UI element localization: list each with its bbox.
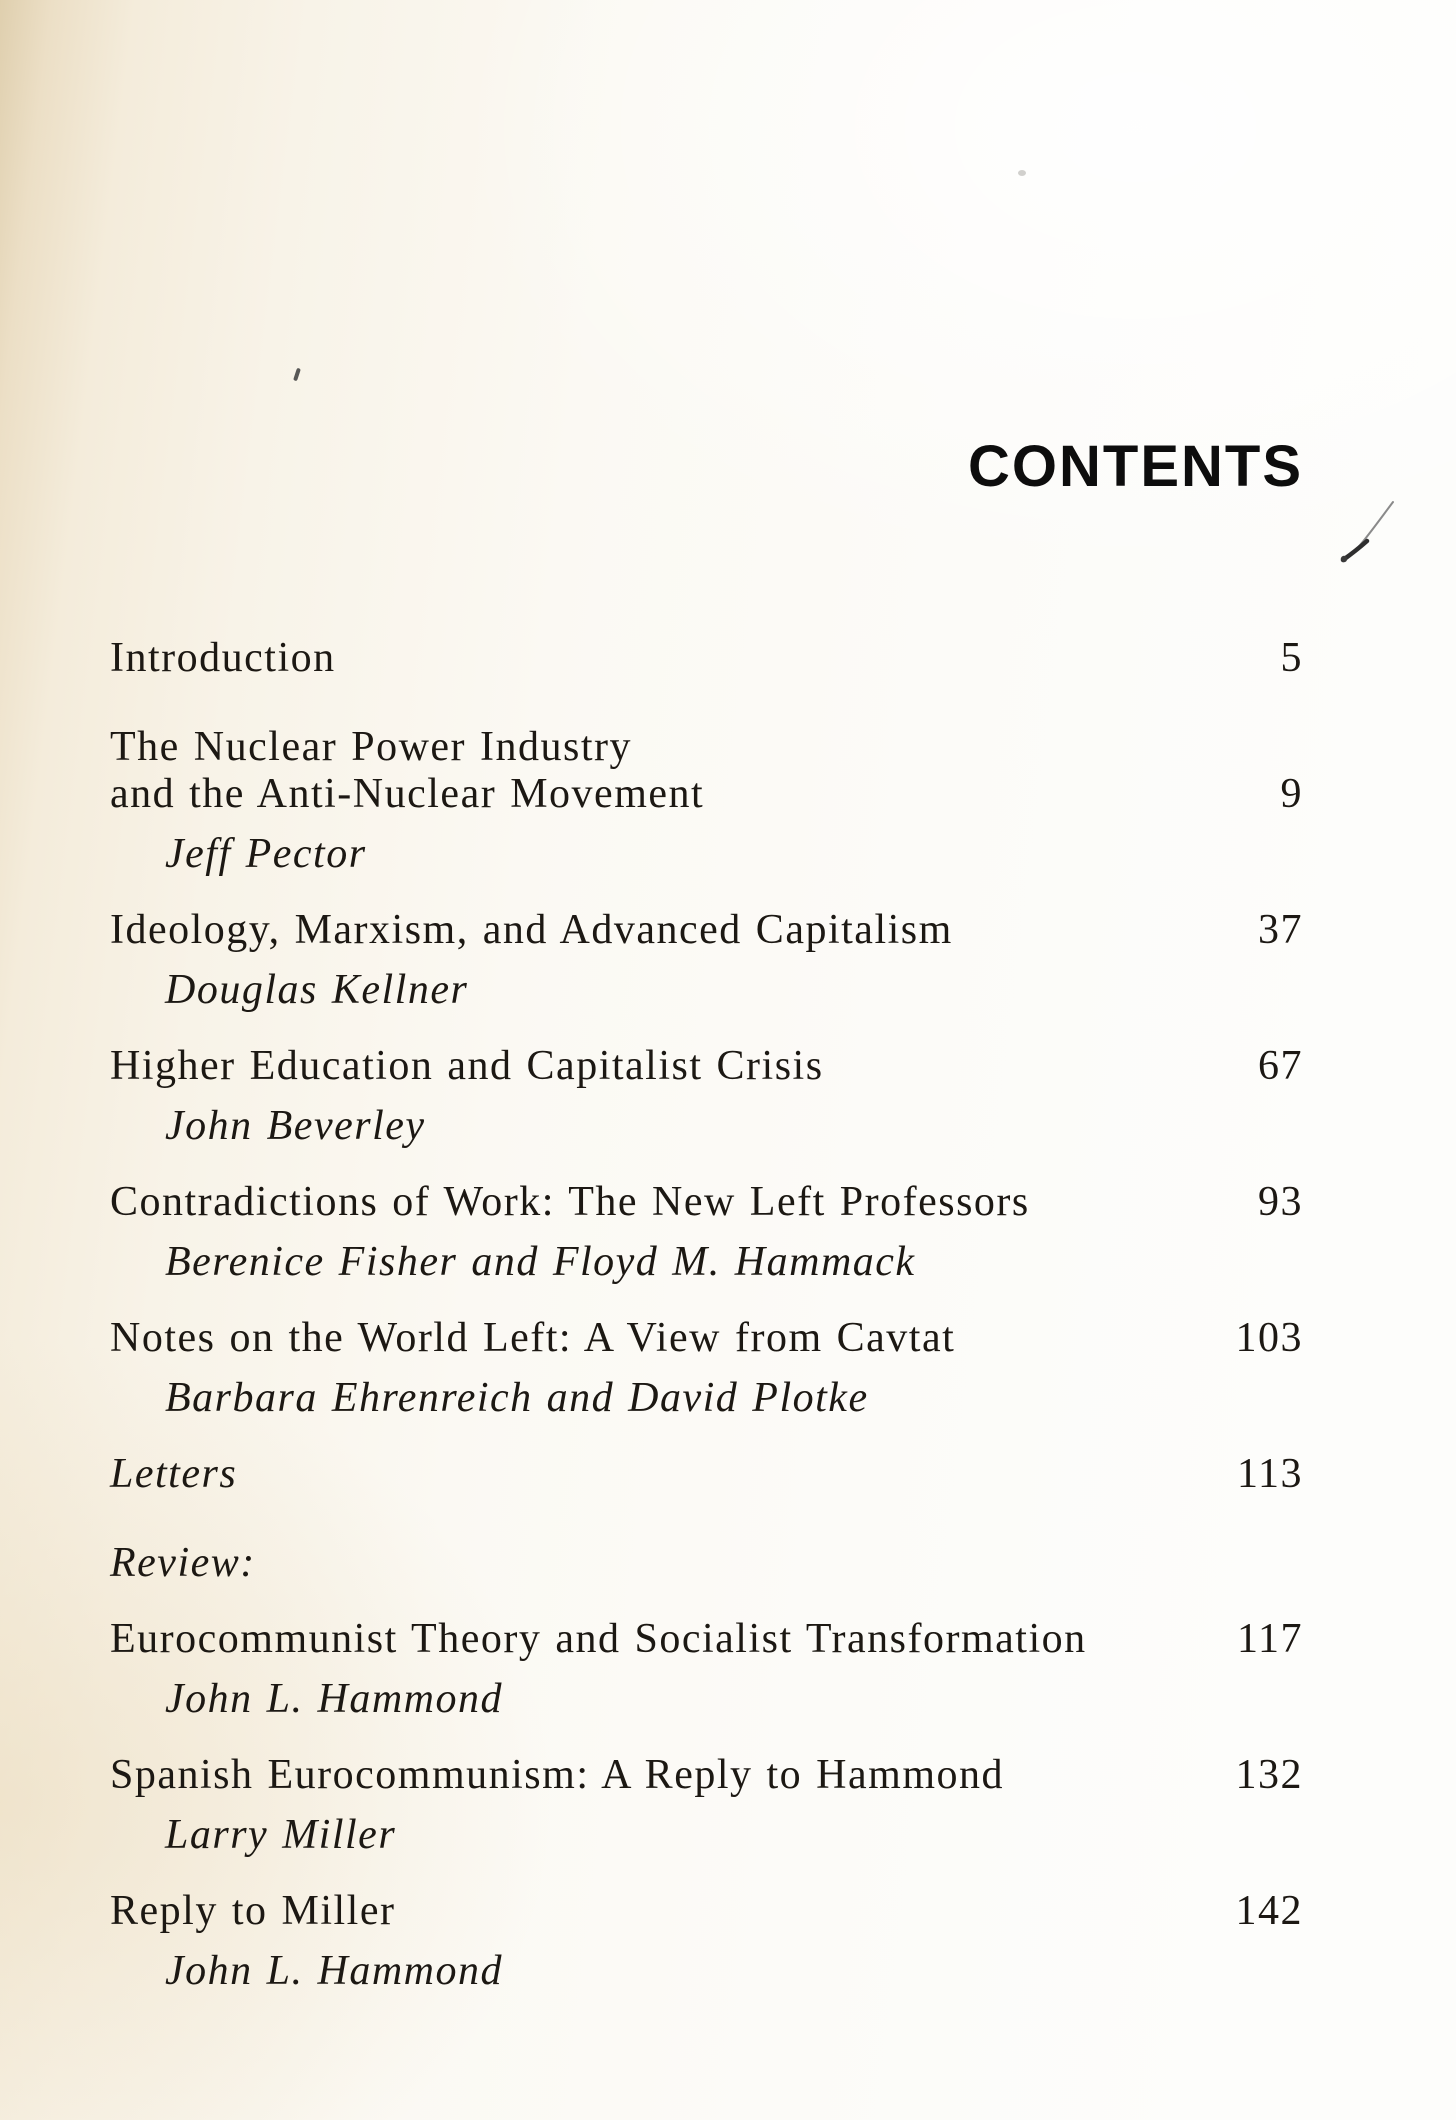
entry-page-number: 113: [1237, 1451, 1303, 1497]
entry-title-line: Reply to Miller: [110, 1888, 396, 1934]
entry-author: John Beverley: [165, 1103, 426, 1149]
toc-entry-row: [110, 907, 1303, 954]
entry-title: [110, 635, 1193, 682]
entry-page-number: 93: [1258, 1179, 1303, 1225]
entry-author: Jeff Pector: [165, 831, 367, 877]
entry-title-line: Notes on the World Left: A View from Cavtat: [110, 1315, 956, 1361]
toc-entry-row: [110, 1540, 1303, 1587]
toc-entry: [110, 724, 1303, 878]
entry-title: [110, 907, 1193, 954]
toc-entry-row: [110, 1752, 1303, 1799]
entry-page-number: 142: [1235, 1888, 1303, 1934]
entry-title-line: and the Anti-Nuclear Movement: [110, 771, 705, 817]
entry-title: [110, 1616, 1193, 1663]
entry-title-line: Eurocommunist Theory and Socialist Transformation: [110, 1616, 1087, 1662]
hair-mark: [1330, 492, 1410, 572]
entry-title-line: The Nuclear Power Industry: [110, 724, 633, 770]
dust-speck: [1018, 170, 1026, 176]
entry-author: John L. Hammond: [165, 1948, 503, 1994]
entry-title-line: Review:: [110, 1540, 256, 1586]
toc-entry-row: [110, 1616, 1303, 1663]
entry-title-line: Higher Education and Capitalist Crisis: [110, 1043, 824, 1089]
entry-title: [110, 1179, 1193, 1226]
entry-page-number: 37: [1258, 907, 1303, 953]
toc-entry: [110, 907, 1303, 1014]
toc-entry: [110, 1451, 1303, 1498]
entry-page-number: 132: [1235, 1752, 1303, 1798]
entry-title: [110, 1752, 1193, 1799]
entry-page-number: 117: [1237, 1616, 1303, 1662]
entry-title-line: Ideology, Marxism, and Advanced Capitalism: [110, 907, 953, 953]
toc-entry-row: [110, 1315, 1303, 1362]
entry-title-line: Spanish Eurocommunism: A Reply to Hammond: [110, 1752, 1004, 1798]
toc-entry-row: [110, 1179, 1303, 1226]
toc-entry: [110, 1540, 1303, 1587]
toc-entry-row: [110, 1451, 1303, 1498]
toc-entry: [110, 1179, 1303, 1286]
toc-entry-row: [110, 1043, 1303, 1090]
entry-title: [110, 1888, 1193, 1935]
entry-title: [110, 1540, 1303, 1587]
ink-speck: [293, 368, 301, 382]
entry-author: Larry Miller: [165, 1812, 397, 1858]
toc-entry-row: [110, 724, 1303, 818]
toc-entry-row: [110, 1888, 1303, 1935]
toc-entry: [110, 1888, 1303, 1995]
entry-page-number: 9: [1280, 771, 1303, 817]
entry-page-number: 5: [1280, 635, 1303, 681]
toc-entry: [110, 1616, 1303, 1723]
toc-entry: [110, 1315, 1303, 1422]
entry-author: Douglas Kellner: [165, 967, 469, 1013]
entry-title-line: Letters: [110, 1451, 238, 1497]
toc-entry: [110, 1752, 1303, 1859]
table-of-contents: [110, 635, 1303, 2024]
entry-title-line: Introduction: [110, 635, 336, 681]
entry-page-number: 103: [1235, 1315, 1303, 1361]
toc-entry: [110, 1043, 1303, 1150]
entry-title: [110, 1451, 1193, 1498]
toc-entry: [110, 635, 1303, 682]
entry-page-number: 67: [1258, 1043, 1303, 1089]
entry-author: Berenice Fisher and Floyd M. Hammack: [165, 1239, 916, 1285]
toc-entry-row: [110, 635, 1303, 682]
entry-author: Barbara Ehrenreich and David Plotke: [165, 1375, 869, 1421]
entry-title-line: Contradictions of Work: The New Left Professors: [110, 1179, 1030, 1225]
entry-title: [110, 1043, 1193, 1090]
page-title: CONTENTS: [968, 434, 1303, 499]
entry-title: [110, 724, 1193, 818]
entry-title: [110, 1315, 1193, 1362]
entry-author: John L. Hammond: [165, 1676, 503, 1722]
